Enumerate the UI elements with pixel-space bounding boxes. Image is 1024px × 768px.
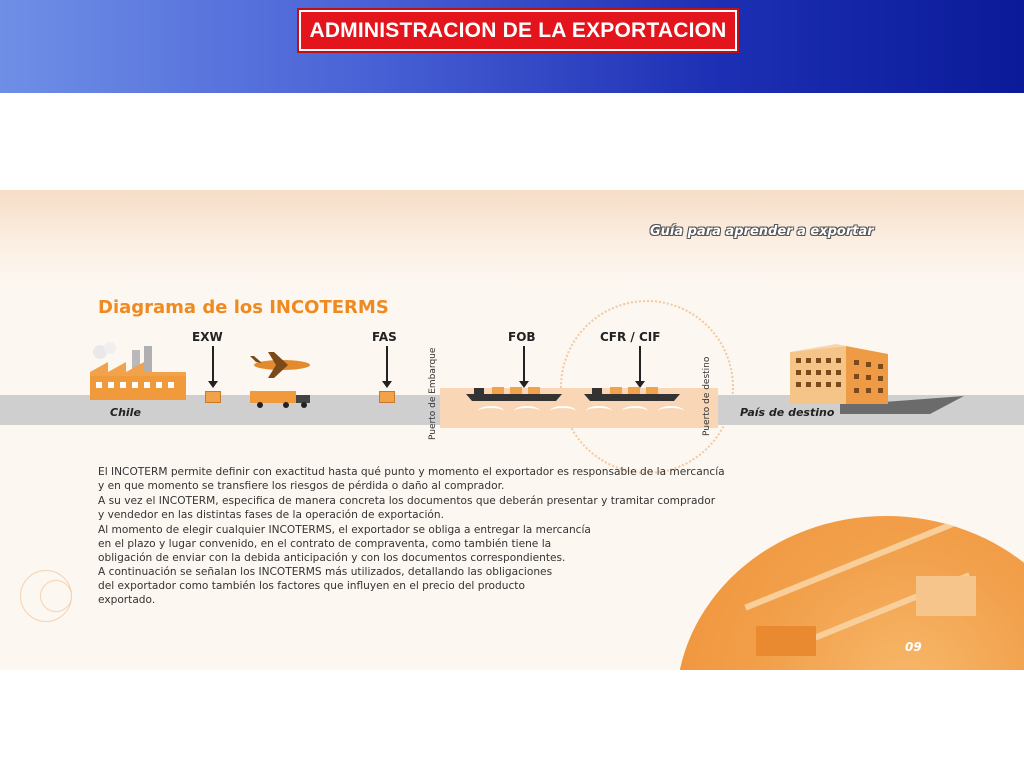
origin-label: Chile	[110, 406, 141, 419]
diagram-title: Diagrama de los INCOTERMS	[98, 297, 389, 318]
paragraph-line: A su vez el INCOTERM, especifica de manera concreta los documentos que deberán presentar y tramitar comprador	[98, 495, 716, 507]
wave	[514, 406, 540, 416]
photo-detail	[916, 576, 976, 616]
term-exw: EXW	[192, 330, 223, 344]
wave	[622, 406, 648, 416]
wave	[478, 406, 504, 416]
cargo-box	[205, 391, 221, 403]
port-destination-label: Puerto de destino	[702, 356, 712, 436]
guide-page-image	[0, 190, 1024, 670]
page-number: 09	[905, 640, 922, 654]
paragraph-1	[98, 465, 725, 493]
arrow-exw	[212, 346, 214, 382]
header-bar	[0, 0, 1024, 93]
paragraph-2	[98, 494, 715, 522]
paragraph-4	[98, 565, 552, 607]
paragraph-line: y en que momento se transfiere los riesgos de pérdida o daño al comprador.	[98, 480, 505, 492]
building-icon	[780, 342, 970, 416]
guide-heading: Guía para aprender a exportar	[650, 224, 874, 239]
paragraph-line: Al momento de elegir cualquier INCOTERMS, el exportador se obliga a entregar la mercancía	[98, 524, 591, 536]
slide-title-box	[299, 10, 737, 51]
factory-icon	[86, 342, 198, 402]
term-fob: FOB	[508, 330, 536, 344]
destination-label: País de destino	[740, 406, 835, 419]
paragraph-line: del exportador como también los factores que influyen en el precio del producto	[98, 580, 525, 592]
photo-detail	[756, 626, 816, 656]
ship-icon	[584, 386, 680, 402]
ship-icon	[466, 386, 562, 402]
airplane-icon	[248, 350, 316, 380]
port-photo-circle	[676, 516, 1024, 670]
wave	[586, 406, 612, 416]
paragraph-line: y vendedor en las distintas fases de la operación de exportación.	[98, 509, 444, 521]
decorative-ring	[40, 580, 72, 612]
arrow-fas	[386, 346, 388, 382]
paragraph-line: El INCOTERM permite definir con exactitud hasta qué punto y momento el exportador es responsable de la mercancía	[98, 466, 725, 478]
wave	[550, 406, 576, 416]
paragraph-line: obligación de enviar con la debida anticipación y con los documentos correspondientes.	[98, 552, 566, 564]
paragraph-line: exportado.	[98, 594, 156, 606]
arrow-cfr-cif	[639, 346, 641, 382]
paragraph-line: en el plazo y lugar convenido, en el contrato de compraventa, como también tiene la	[98, 538, 552, 550]
slide-title: ADMINISTRACION DE LA EXPORTACION	[309, 18, 727, 42]
port-embark-label: Puerto de Embarque	[428, 347, 438, 440]
term-cfr-cif: CFR / CIF	[600, 330, 661, 344]
wave	[658, 406, 684, 416]
cargo-box	[379, 391, 395, 403]
paragraph-line: A continuación se señalan los INCOTERMS más utilizados, detallando las obligaciones	[98, 566, 553, 578]
truck-icon	[248, 387, 318, 411]
paragraph-3	[98, 523, 591, 565]
arrow-fob	[523, 346, 525, 382]
term-fas: FAS	[372, 330, 397, 344]
